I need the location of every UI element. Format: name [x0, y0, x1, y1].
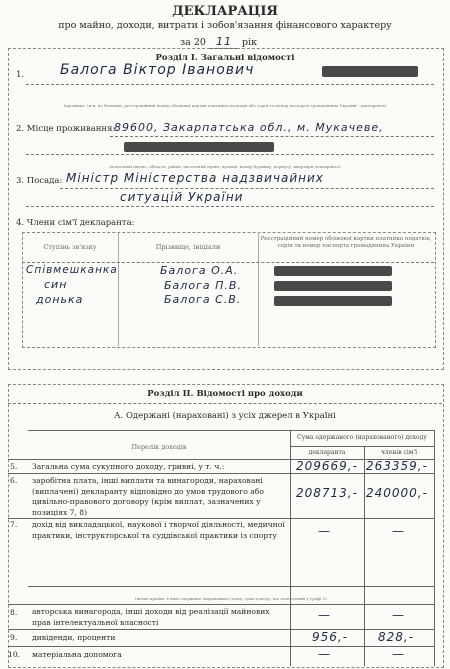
- redacted-family-3: [274, 296, 392, 306]
- income-row-8-family: —: [392, 608, 405, 622]
- income-row-5-family: 263359,-: [366, 459, 428, 473]
- income-col-divider-1: [290, 430, 291, 666]
- income-row-5-bottom: [8, 473, 434, 474]
- family-header-taxid: Реєстраційний номер облікової картки платника податків, серія та номер паспорта громадянина України: [260, 236, 432, 249]
- document-subtitle: про майно, доходи, витрати і зобов'язання фінансового характеру: [58, 20, 392, 31]
- income-row-10-num: 10.: [8, 650, 21, 659]
- row2-underline: [110, 136, 434, 137]
- income-row-9-num: 9.: [10, 633, 18, 642]
- family-header-divider: [22, 262, 434, 263]
- income-header-split: [290, 446, 434, 447]
- section2-title: Розділ ІІ. Відомості про доходи: [147, 389, 303, 399]
- income-row-8-declarant: —: [318, 608, 331, 622]
- income-row-8-label: авторська винагорода, інші доходи від реалізації майнових прав інтелектуальної власності: [32, 607, 270, 627]
- family-row-1-relation: Співмешканка: [26, 264, 118, 276]
- income-row-10-declarant: —: [318, 647, 331, 661]
- income-row-10-label: матеріальна допомога: [32, 650, 122, 659]
- income-header-family: членів сім'ї: [380, 449, 418, 456]
- income-row-7-bottom: [28, 586, 434, 587]
- income-row-9-label: дивіденди, проценти: [32, 633, 116, 642]
- income-row-5-label: Загальна сума сукупного доходу, гривні, у т. ч.:: [32, 462, 225, 471]
- declarant-name: Балога Віктор Іванович: [60, 62, 255, 78]
- row1-underline: [26, 84, 434, 85]
- family-row-3-name: Балога С.В.: [164, 293, 242, 306]
- income-row-7-num: 7.: [10, 520, 18, 529]
- row3-underline-2: [26, 206, 434, 207]
- income-row-6-num: 6.: [10, 476, 18, 485]
- family-row-3-relation: донька: [36, 293, 84, 306]
- income-row-9-bottom: [8, 646, 434, 647]
- income-row-6-declarant: 208713,-: [296, 486, 358, 500]
- redacted-family-2: [274, 281, 392, 291]
- section1-title: Розділ І. Загальні відомості: [155, 53, 295, 63]
- row2-underline-2: [26, 154, 434, 155]
- section2-subtitle: А. Одержані (нараховані) з усіх джерел в Україні: [114, 411, 336, 421]
- section2-title-divider: [8, 403, 442, 404]
- family-col-divider-2: [258, 232, 259, 346]
- income-header-list: Перелік доходів: [131, 443, 187, 451]
- position-line1: Міністр Міністерства надзвичайних: [66, 171, 324, 185]
- family-row-2-relation: син: [44, 278, 68, 291]
- income-row-7-family: —: [392, 524, 405, 538]
- income-mid-caption: (назва країни, в якій одержано (нараховано) дохід, сума доходу, що зазначений у графі 5): [135, 596, 327, 601]
- family-row-2-name: Балога П.В.: [164, 279, 242, 292]
- income-row-10-family: —: [392, 647, 405, 661]
- income-table-right: [434, 430, 435, 666]
- income-row-6-label: заробітна плата, інші виплати та винагороди, нараховані (виплачені) декларанту відповідно до умов трудового або цивільно-правового договору (крім виплат, зазначених у позиціях 7, 8): [32, 476, 264, 517]
- income-row-5-declarant: 209669,-: [296, 459, 358, 473]
- redacted-address: [124, 142, 274, 152]
- redacted-tax-number: [322, 66, 418, 77]
- income-col-divider-2: [364, 446, 365, 666]
- income-row-8-bottom: [8, 629, 434, 630]
- declaration-year: [180, 35, 257, 49]
- row1-number: 1.: [16, 70, 25, 80]
- income-table-top: [28, 430, 434, 431]
- document-title: ДЕКЛАРАЦІЯ: [172, 4, 278, 19]
- residence-label: 2. Місце проживання:: [16, 124, 116, 134]
- redacted-family-1: [274, 266, 392, 276]
- residence-value: 89600, Закарпатська обл., м. Мукачеве,: [114, 121, 384, 134]
- income-caption-bottom: [8, 604, 434, 605]
- row3-underline: [60, 188, 434, 189]
- position-line2: ситуацій України: [120, 190, 244, 204]
- income-row-5-num: 5.: [10, 462, 18, 471]
- income-row-7-label: дохід від викладацької, наукової і творчої діяльності, медичної практики, інструкторської та суддівської практики із спорту: [32, 520, 285, 540]
- income-row-6-bottom: [8, 518, 434, 519]
- family-header-name: Прізвище, ініціали: [155, 243, 221, 251]
- family-row-1-name: Балога О.А.: [160, 264, 239, 277]
- year-value: 11: [209, 35, 239, 49]
- income-header-declarant: декларанта: [308, 449, 346, 456]
- row1-caption: (прізвище, ім'я, по батькові, реєстраційний номер облікової картки платника податків або серія та номер паспорта громадянина України - декларанта): [63, 103, 387, 108]
- year-suffix: рік: [242, 37, 258, 48]
- income-row-9-family: 828,-: [378, 630, 415, 644]
- year-prefix: за 20: [180, 37, 206, 48]
- income-row-9-declarant: 956,-: [312, 630, 349, 644]
- income-row-6-family: 240000,-: [366, 486, 428, 500]
- income-row-7-declarant: —: [318, 524, 331, 538]
- family-label: 4. Члени сім'ї декларанта:: [16, 218, 135, 228]
- row2-caption: (поштовий індекс, область, район, населений пункт, вулиця, номер будинку, корпусу, квартири декларанта): [109, 164, 341, 169]
- income-row-8-num: 8.: [10, 608, 18, 617]
- position-label: 3. Посада:: [16, 176, 63, 186]
- income-header-amount: Сума одержаного (нарахованого) доходу: [297, 434, 427, 441]
- family-header-relation: Ступінь зв'язку: [43, 243, 97, 251]
